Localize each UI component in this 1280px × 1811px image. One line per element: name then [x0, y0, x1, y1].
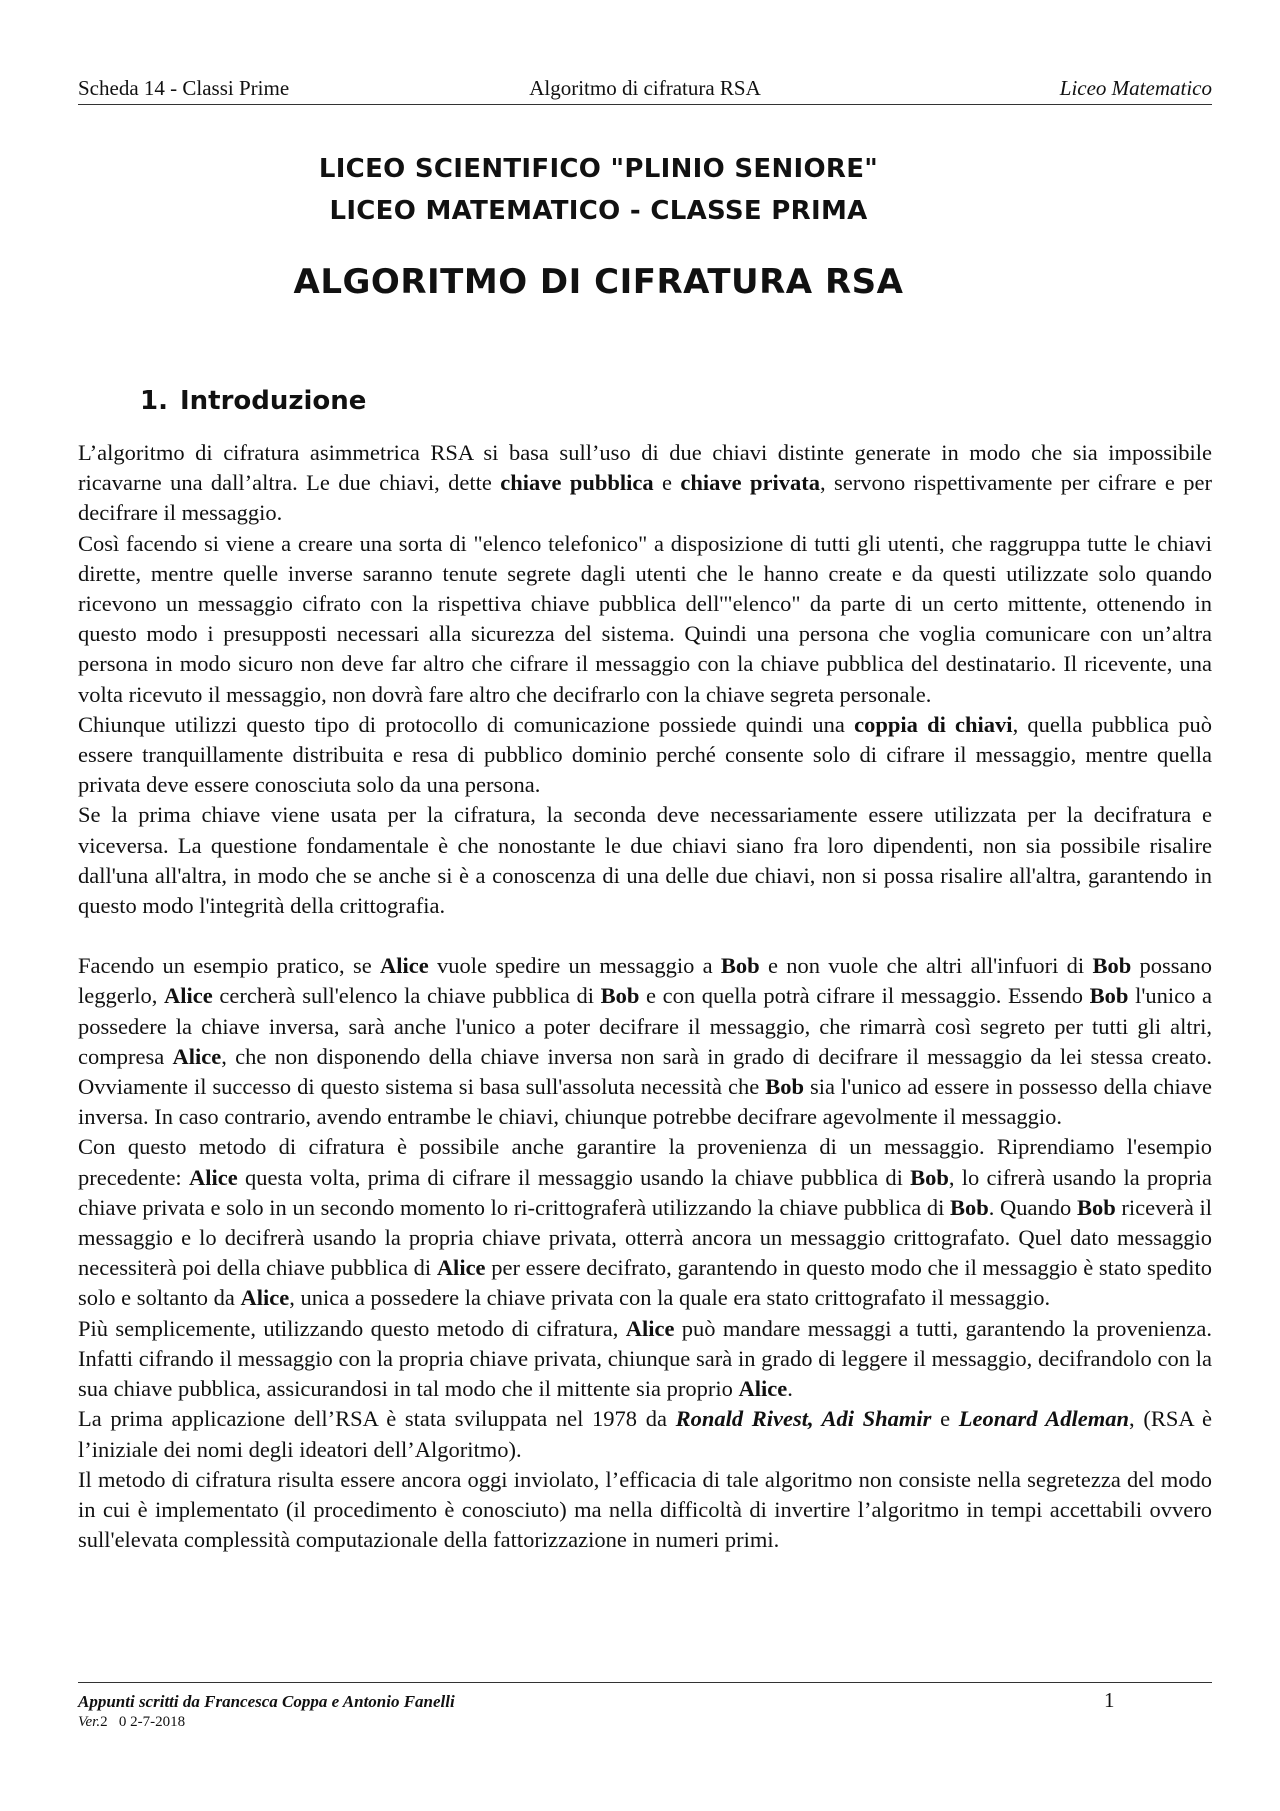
body-text	[78, 438, 1212, 1555]
section-title: Introduzione	[179, 386, 367, 416]
header-center: Algoritmo di cifratura RSA	[529, 76, 761, 100]
paragraph-integrity: Se la prima chiave viene usata per la cifratura, la seconda deve necessariamente essere utilizzata per la decifratura e viceversa. La questione fondamentale è che nonostante le due chiavi siano fra loro dipendenti, non sia possibile risalire dall'una all'altra, in modo che se anche si è a conoscenza di una delle due chiavi, non si possa risalire all'altra, garantendo in questo modo l'integrità della crittografia.	[78, 802, 1212, 919]
school-name: LICEO SCIENTIFICO "PLINIO SENIORE"	[318, 154, 879, 184]
paragraph-key-pair: Chiunque utilizzi questo tipo di protocollo di comunicazione possiede quindi una coppia di chiavi, quella pubblica può essere tranquillamente distribuita e resa di pubblico dominio perché consente solo di cifrare il messaggio, mentre quella privata deve essere conosciuta solo da una persona.	[78, 711, 1212, 798]
inventor-adleman: Leonard Adleman	[958, 1406, 1130, 1432]
inventors-names: Ronald Rivest, Adi Shamir	[675, 1406, 932, 1432]
name-bob: Bob	[1089, 983, 1129, 1009]
section-number: 1.	[140, 386, 168, 416]
paragraph-provenance: Con questo metodo di cifratura è possibile anche garantire la provenienza di un messaggio. Riprendiamo l'esempio precedente: Alice questa volta, prima di cifrare il messaggio usando la chiave pubblica di Bob, lo cifrerà usando la propria chiave privata e solo in un secondo momento lo ri-crittograferà utilizzando la chiave pubblica di Bob. Quando Bob riceverà il messaggio e lo decifrerà usando la propria chiave privata, otterrà ancora un messaggio crittografato. Quel dato messaggio necessiterà poi della chiave pubblica di Alice per essere decifrato, garantendo in questo modo che il messaggio è stato spedito solo e soltanto da Alice, unica a possedere la chiave privata con la quale era stato crittografato il messaggio.	[78, 1134, 1212, 1311]
section-heading	[140, 386, 366, 416]
name-bob: Bob	[1076, 1194, 1116, 1220]
footer-version: Ver.2 0 2-7-2018	[78, 1714, 186, 1730]
header-right: Liceo Matematico	[1059, 76, 1212, 100]
name-alice: Alice	[172, 1043, 222, 1069]
page-number: 1	[1104, 1688, 1115, 1712]
paragraph-example: Facendo un esempio pratico, se Alice vuole spedire un messaggio a Bob e non vuole che altri all'infuori di Bob possano leggerlo, Alice cercherà sull'elenco la chiave pubblica di Bob e con quella potrà cifrare il messaggio. Essendo Bob l'unico a possedere la chiave inversa, sarà anche l'unico a poter decifrare il messaggio, che rimarrà così segreto per tutti gli altri, compresa Alice, che non disponendo della chiave inversa non sarà in grado di decifrare il messaggio da lei stessa creato. Ovviamente il successo di questo sistema si basa sull'assoluta necessità che Bob sia l'unico ad essere in possesso della chiave inversa. In caso contrario, avendo entrambe le chiavi, chiunque potrebbe decifrare agevolmente il messaggio.	[78, 953, 1213, 1130]
term-public-key: chiave pubblica	[500, 470, 654, 496]
paragraph-phonebook: Così facendo si viene a creare una sorta di "elenco telefonico" a disposizione di tutti gli utenti, che raggruppa tutte le chiavi dirette, mentre quelle inverse saranno tenute segrete dagli utenti che le hanno create e da questi utilizzate solo quando ricevono un messaggio cifrato con la rispettiva chiave pubblica dell'"elenco" da parte di un certo mittente, ottenendo in questo modo i presupposti necessari alla sicurezza del sistema. Quindi una persona che voglia comunicare con un’altra persona in modo sicuro non deve far altro che cifrare il messaggio con la chiave pubblica del destinatario. Il ricevente, una volta ricevuto il messaggio, non dovrà fare altro che decifrarlo con la chiave segreta personale.	[78, 530, 1212, 707]
name-alice: Alice	[188, 1164, 238, 1190]
document-title: ALGORITMO DI CIFRATURA RSA	[293, 262, 904, 302]
name-alice: Alice	[738, 1376, 788, 1402]
footer-divider	[78, 1682, 1212, 1683]
name-bob: Bob	[765, 1074, 804, 1100]
term-private-key: chiave privata	[680, 470, 821, 496]
name-alice: Alice	[164, 983, 213, 1009]
name-alice: Alice	[436, 1255, 486, 1281]
name-bob: Bob	[600, 983, 640, 1009]
term-key-pair: coppia di chiavi	[854, 711, 1013, 737]
name-bob: Bob	[720, 953, 760, 979]
name-bob: Bob	[910, 1164, 949, 1190]
paragraph-intro: L’algoritmo di cifratura asimmetrica RSA si basa sull’uso di due chiavi distinte generate in modo che sia impossibile ricavarne una dall’altra. Le due chiavi, dette chiave pubblica e chiave privata, servono rispettivamente per cifrare e per decifrare il messaggio.	[78, 440, 1213, 526]
name-alice: Alice	[625, 1315, 675, 1341]
paragraph-security: Il metodo di cifratura risulta essere ancora oggi inviolato, l’efficacia di tale algoritmo non consiste nella segretezza del modo in cui è implementato (il procedimento è conosciuto) ma nella difficoltà di invertire l’algoritmo in tempi accettabili ovvero sull'elevata complessità computazionale della fattorizzazione in numeri primi.	[78, 1466, 1212, 1553]
name-alice: Alice	[379, 953, 429, 979]
name-alice: Alice	[240, 1285, 290, 1311]
paragraph-simpler: Più semplicemente, utilizzando questo metodo di cifratura, Alice può mandare messaggi a tutti, garantendo la provenienza. Infatti cifrando il messaggio con la propria chiave privata, chiunque sarà in grado di leggere il messaggio, decifrandolo con la sua chiave pubblica, assicurandosi in tal modo che il mittente sia proprio Alice.	[78, 1315, 1212, 1402]
name-bob: Bob	[950, 1194, 989, 1220]
header-left: Scheda 14 - Classi Prime	[78, 76, 290, 100]
class-name: LICEO MATEMATICO - CLASSE PRIMA	[329, 196, 868, 226]
footer-authors: Appunti scritti da Francesca Coppa e Antonio Fanelli	[78, 1692, 455, 1711]
paragraph-history: La prima applicazione dell’RSA è stata sviluppata nel 1978 da Ronald Rivest, Adi Shamir e Leonard Adleman, (RSA è l’iniziale dei nomi degli ideatori dell’Algoritmo).	[78, 1406, 1212, 1462]
running-header	[78, 74, 1212, 105]
name-bob: Bob	[1092, 953, 1132, 979]
